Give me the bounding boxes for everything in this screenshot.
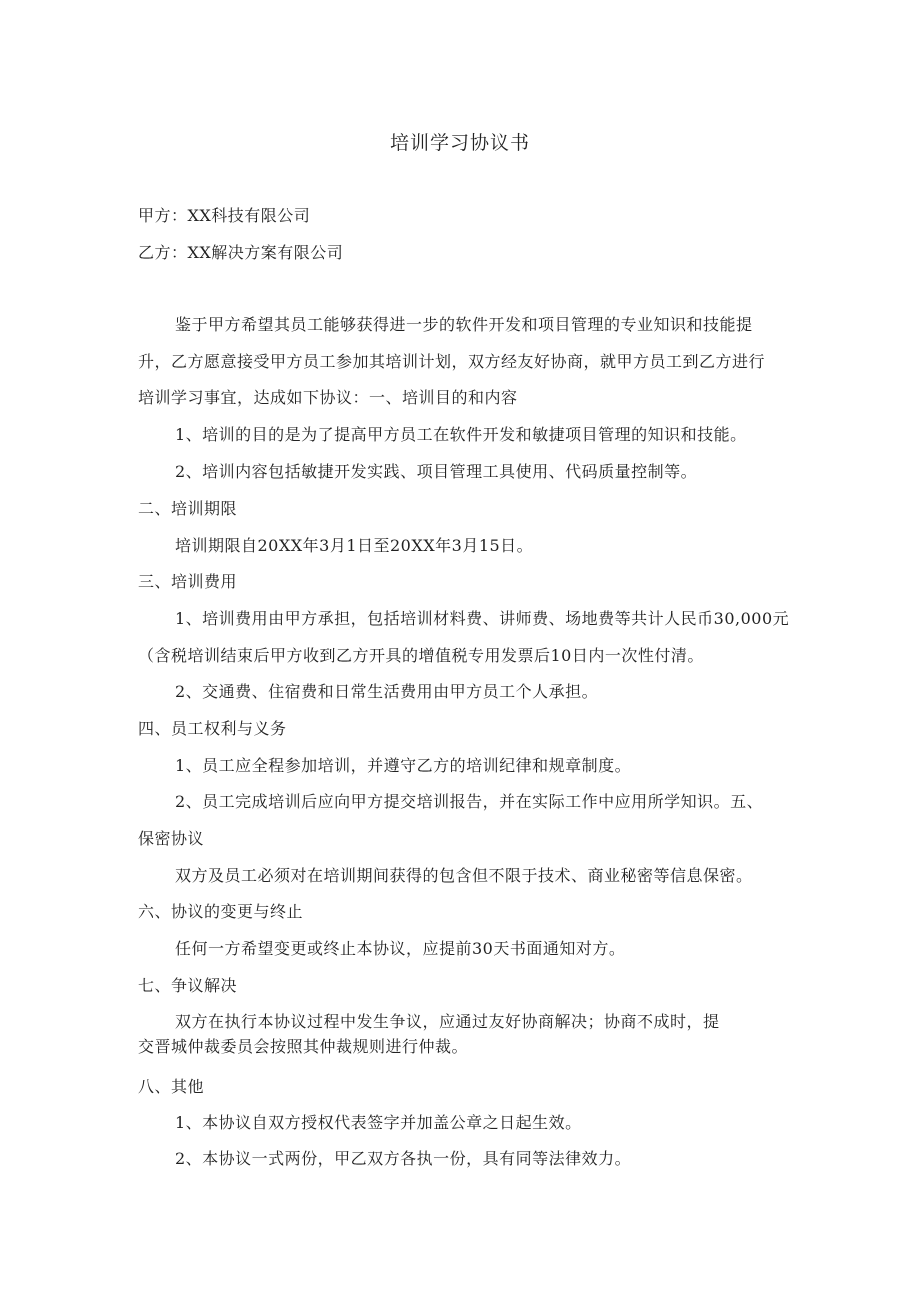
preamble-line-3: 培训学习事宜，达成如下协议：一、培训目的和内容 xyxy=(138,388,518,407)
clause-8-item-1: 1、本协议自双方授权代表签字并加盖公章之日起生效。 xyxy=(175,1113,582,1132)
clause-3-item-1-line-2: （含税培训结束后甲方收到乙方开具的增值税专用发票后10日内一次性付清。 xyxy=(138,646,704,665)
clause-6-heading: 六、协议的变更与终止 xyxy=(138,902,304,921)
clause-3-item-1-line-1: 1、培训费用由甲方承担，包括培训材料费、讲师费、场地费等共计人民币30,000元 xyxy=(175,609,790,628)
document-title: 培训学习协议书 xyxy=(389,132,530,154)
preamble-line-2: 升，乙方愿意接受甲方员工参加其培训计划，双方经友好协商，就甲方员工到乙方进行 xyxy=(138,352,766,371)
clause-5-heading: 保密协议 xyxy=(138,829,205,848)
preamble-line-1: 鉴于甲方希望其员工能够获得进一步的软件开发和项目管理的专业知识和技能提 xyxy=(175,315,753,334)
clause-6-text: 任何一方希望变更或终止本协议，应提前30天书面通知对方。 xyxy=(175,939,626,958)
clause-3-heading: 三、培训费用 xyxy=(138,572,238,591)
clause-4-heading: 四、员工权利与义务 xyxy=(138,719,287,738)
party-a: 甲方：XX科技有限公司 xyxy=(138,206,311,225)
clause-4-item-1: 1、员工应全程参加培训，并遵守乙方的培训纪律和规章制度。 xyxy=(175,756,632,775)
clause-2-heading: 二、培训期限 xyxy=(138,499,238,518)
clause-7-heading: 七、争议解决 xyxy=(138,976,238,995)
clause-8-item-2: 2、本协议一式两份，甲乙双方各执一份，具有同等法律效力。 xyxy=(175,1149,632,1168)
clause-2-text: 培训期限自20XX年3月1日至20XX年3月15日。 xyxy=(175,536,534,555)
clause-1-item-2: 2、培训内容包括敏捷开发实践、项目管理工具使用、代码质量控制等。 xyxy=(175,462,698,481)
party-b: 乙方：XX解决方案有限公司 xyxy=(138,243,344,262)
clause-1-item-1: 1、培训的目的是为了提高甲方员工在软件开发和敏捷项目管理的知识和技能。 xyxy=(175,425,747,444)
clause-7-line-2: 交晋城仲裁委员会按照其仲裁规则进行仲裁。 xyxy=(138,1037,469,1056)
clause-8-heading: 八、其他 xyxy=(138,1077,205,1096)
clause-5-text: 双方及员工必须对在培训期间获得的包含但不限于技术、商业秘密等信息保密。 xyxy=(175,866,753,885)
clause-3-item-2: 2、交通费、住宿费和日常生活费用由甲方员工个人承担。 xyxy=(175,682,599,701)
clause-4-item-2: 2、员工完成培训后应向甲方提交培训报告，并在实际工作中应用所学知识。五、 xyxy=(175,792,764,811)
clause-7-line-1: 双方在执行本协议过程中发生争议，应通过友好协商解决；协商不成时，提 xyxy=(175,1012,720,1031)
